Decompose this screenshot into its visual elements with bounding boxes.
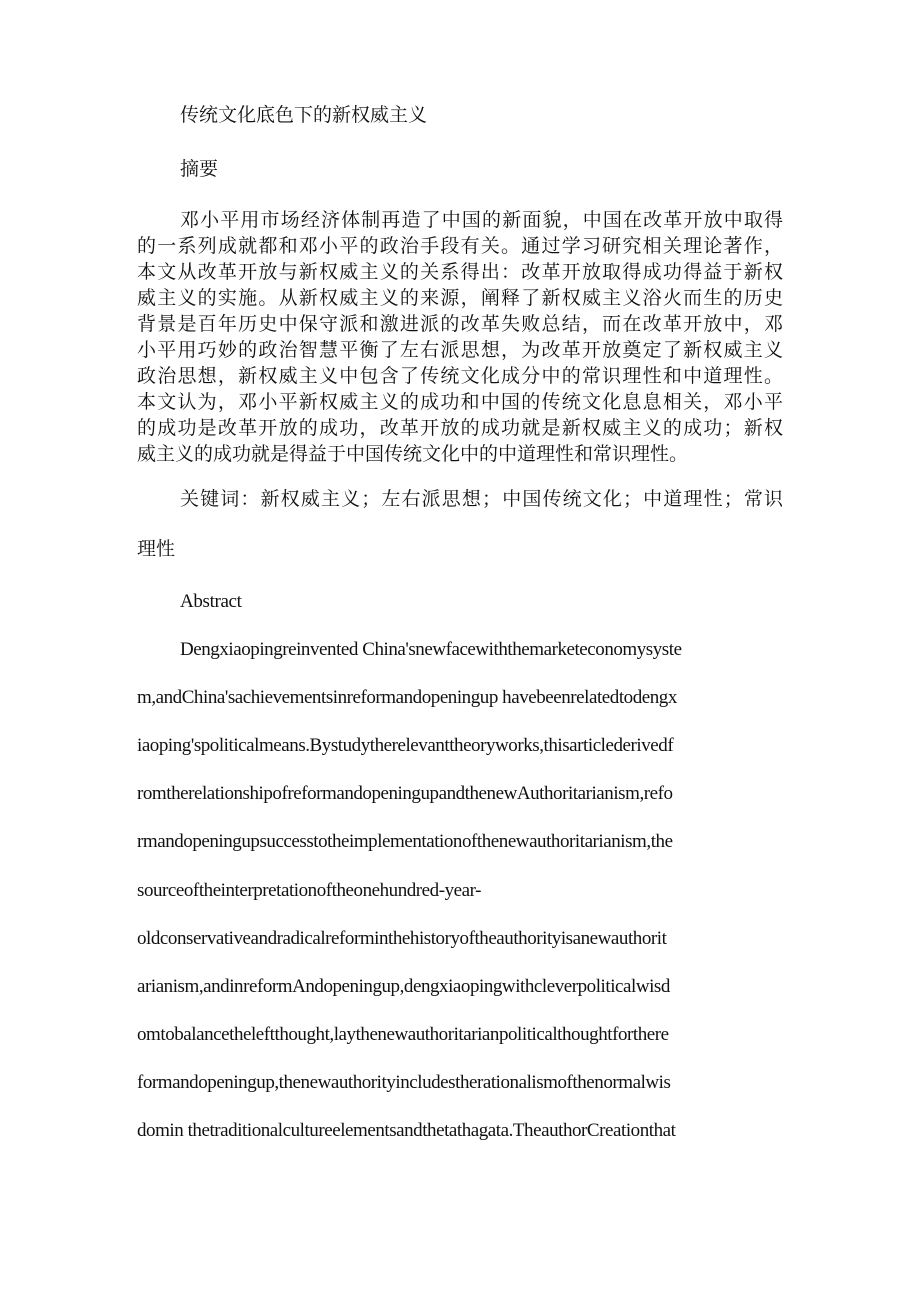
abstract-cn-line: 本文从改革开放与新权威主义的关系得出：改革开放取得成功得益于新权: [137, 261, 783, 283]
abstract-cn-line: 威主义的成功就是得益于中国传统文化中的中道理性和常识理性。: [137, 443, 689, 465]
abstract-en-line: oldconservativeandradicalreforminthehistoryoftheauthorityisanewauthorit: [137, 928, 667, 949]
abstract-cn-line: 的一系列成就都和邓小平的政治手段有关。通过学习研究相关理论著作，: [137, 235, 783, 257]
abstract-en-line: m,andChina'sachievementsinreformandopeningup havebeenrelatedtodengx: [137, 687, 677, 708]
abstract-en-line: sourceoftheinterpretationoftheonehundred-year-: [137, 880, 481, 901]
abstract-cn-line: 的成功是改革开放的成功，改革开放的成功就是新权威主义的成功；新权: [137, 417, 783, 439]
keywords-cn: [137, 486, 783, 512]
abstract-cn-line: 背景是百年历史中保守派和激进派的改革失败总结，而在改革开放中，邓: [137, 313, 783, 335]
abstract-cn-body: [137, 207, 783, 467]
abstract-cn-line: 小平用巧妙的政治智慧平衡了左右派思想，为改革开放奠定了新权威主义: [137, 339, 783, 361]
keywords-cn-line: 关键词：新权威主义；左右派思想；中国传统文化；中道理性；常识: [180, 488, 783, 510]
abstract-cn-line: 本文认为，邓小平新权威主义的成功和中国的传统文化息息相关，邓小平: [137, 391, 783, 413]
abstract-en-line: omtobalancetheleftthought,laythenewauthoritarianpoliticalthoughtforthere: [137, 1024, 669, 1045]
abstract-en-line: domin thetraditionalcultureelementsandthetathagata.TheauthorCreationthat: [137, 1120, 676, 1141]
abstract-en-line: formandopeningup,thenewauthorityincludestherationalismofthenormalwis: [137, 1072, 671, 1093]
abstract-en-line: Dengxiaopingreinvented China'snewfacewiththemarketeconomysyste: [180, 639, 682, 660]
keywords-cn-line: 理性: [137, 538, 176, 560]
abstract-cn-heading: 摘要: [180, 158, 219, 180]
abstract-cn-line: 邓小平用市场经济体制再造了中国的新面貌，中国在改革开放中取得: [180, 209, 783, 231]
abstract-en-line: arianism,andinreformAndopeningup,dengxiaopingwithcleverpoliticalwisd: [137, 976, 670, 997]
abstract-cn-line: 政治思想，新权威主义中包含了传统文化成分中的常识理性和中道理性。: [137, 365, 783, 387]
abstract-en-line: romtherelationshipofreformandopeningupandthenewAuthoritarianism,refo: [137, 783, 673, 804]
paper-title: 传统文化底色下的新权威主义: [180, 104, 428, 126]
abstract-en-line: rmandopeningupsuccesstotheimplementationofthenewauthoritarianism,the: [137, 831, 673, 852]
abstract-en-heading: Abstract: [180, 591, 242, 612]
abstract-cn-line: 威主义的实施。从新权威主义的来源，阐释了新权威主义浴火而生的历史: [137, 287, 783, 309]
abstract-en-line: iaoping'spoliticalmeans.Bystudytherelevanttheoryworks,thisarticlederivedf: [137, 735, 674, 756]
